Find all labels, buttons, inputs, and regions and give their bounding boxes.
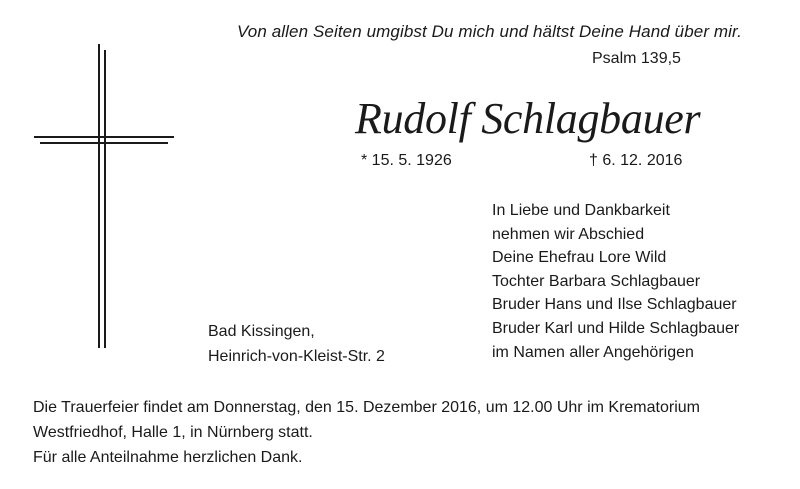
address-line: Bad Kissingen, xyxy=(208,323,315,340)
notice-line: Westfriedhof, Halle 1, in Nürnberg statt. xyxy=(33,424,313,441)
mourners-line: nehmen wir Abschied xyxy=(492,225,645,243)
cross-icon xyxy=(34,44,174,348)
death-date: † 6. 12. 2016 xyxy=(589,152,683,169)
mourners-line: In Liebe und Dankbarkeit xyxy=(492,202,670,219)
mourners-line: Tochter Barbara Schlagbauer xyxy=(492,272,701,290)
scripture-reference: Psalm 139,5 xyxy=(592,50,681,67)
mourners-list xyxy=(492,199,739,364)
birth-date: * 15. 5. 1926 xyxy=(361,152,452,169)
notice-line: Die Trauerfeier findet am Donnerstag, den 15. Dezember 2016, um 12.00 Uhr im Krematorium xyxy=(33,399,700,416)
deceased-name: Rudolf Schlagbauer xyxy=(355,94,701,143)
mourners-line: Bruder Hans und Ilse Schlagbauer xyxy=(492,296,737,314)
mourners-line: im Namen aller Angehörigen xyxy=(492,343,694,361)
funeral-notice xyxy=(33,395,700,445)
thanks-note: Für alle Anteilnahme herzlichen Dank. xyxy=(33,449,303,466)
mourners-line: Bruder Karl und Hilde Schlagbauer xyxy=(492,319,740,337)
mourners-line: Deine Ehefrau Lore Wild xyxy=(492,249,667,267)
address-line: Heinrich-von-Kleist-Str. 2 xyxy=(208,348,385,365)
scripture-quote: Von allen Seiten umgibst Du mich und hältst Deine Hand über mir. xyxy=(236,22,742,41)
family-address xyxy=(208,319,385,369)
